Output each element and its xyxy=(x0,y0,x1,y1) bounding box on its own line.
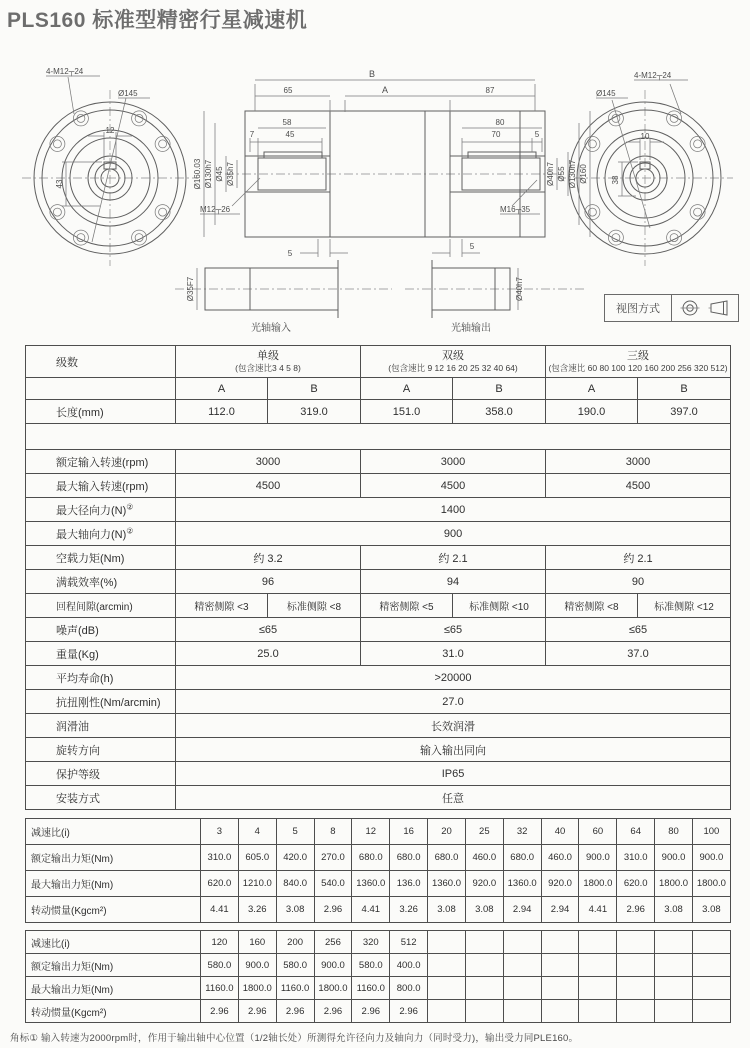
spec-row xyxy=(26,450,731,474)
spec-value-cell: 90 xyxy=(546,570,731,594)
ratio-value-cell: 200 xyxy=(276,931,314,954)
ratio-value-cell: 580.0 xyxy=(276,954,314,977)
dim-7: 7 xyxy=(249,130,255,139)
spec-value-cell: 397.0 xyxy=(638,400,731,424)
ratio-value-cell: 270.0 xyxy=(314,845,352,871)
ratio-value-cell: 1160.0 xyxy=(352,977,390,1000)
spec-spacer-row xyxy=(26,424,731,450)
input-shaft-dia: Ø35F7 xyxy=(186,276,195,302)
spec-value-cell: 约 2.1 xyxy=(361,546,546,570)
ratio-value-cell xyxy=(428,931,466,954)
spec-row xyxy=(26,738,731,762)
ratio-value-cell xyxy=(503,977,541,1000)
ratio-value-cell xyxy=(692,954,730,977)
ratio-value-cell: 2.94 xyxy=(541,897,579,923)
spec-value-cell: 输入输出同向 xyxy=(176,738,731,762)
spec-row xyxy=(26,714,731,738)
spec-row-label: 安装方式 xyxy=(26,786,176,810)
rear-bolt-dim-label: 4-M12┬24 xyxy=(634,71,672,80)
ratio-value-cell: 60 xyxy=(579,819,617,845)
ratio-value-cell: 512 xyxy=(390,931,428,954)
ratio-value-cell: 620.0 xyxy=(201,871,239,897)
ratio-value-cell: 1800.0 xyxy=(238,977,276,1000)
ratio-value-cell: 1800.0 xyxy=(314,977,352,1000)
ratio-value-cell xyxy=(617,954,655,977)
ratio-row xyxy=(26,931,731,954)
ratio-value-cell: 4.41 xyxy=(579,897,617,923)
ratio-value-cell: 2.96 xyxy=(390,1000,428,1023)
dim-5-bottom-left: 5 xyxy=(287,249,293,258)
section-view xyxy=(193,69,590,258)
ratio-table-1 xyxy=(25,818,731,923)
ratio-value-cell: 3.08 xyxy=(692,897,730,923)
ratio-value-cell: 680.0 xyxy=(428,845,466,871)
first-angle-projection-icon xyxy=(680,298,700,318)
ratio-value-cell: 580.0 xyxy=(352,954,390,977)
ratio-value-cell: 160 xyxy=(238,931,276,954)
spec-value-cell: 约 3.2 xyxy=(176,546,361,570)
dim-80: 80 xyxy=(495,118,505,127)
spec-value-cell: 精密侧隙 <3 xyxy=(176,594,268,618)
spec-ab-cell: B xyxy=(638,378,731,400)
ratio-value-cell: 4.41 xyxy=(352,897,390,923)
ratio-value-cell: 620.0 xyxy=(617,871,655,897)
ratio-value-cell xyxy=(655,977,693,1000)
dia-right-1: Ø55 xyxy=(557,166,566,182)
spec-row-label: 最大轴向力(N)② xyxy=(26,522,176,546)
ratio-value-cell: 3.08 xyxy=(428,897,466,923)
ratio-table-2 xyxy=(25,930,731,1023)
spec-value-cell: 3000 xyxy=(361,450,546,474)
spec-value-cell: 94 xyxy=(361,570,546,594)
ratio-value-cell: 16 xyxy=(390,819,428,845)
spec-value-cell: ≤65 xyxy=(176,618,361,642)
spec-value-cell: 900 xyxy=(176,522,731,546)
ratio-value-cell xyxy=(428,977,466,1000)
ratio-value-cell xyxy=(579,1000,617,1023)
spec-ab-cell: A xyxy=(546,378,638,400)
spec-row xyxy=(26,522,731,546)
output-shaft-view xyxy=(405,260,585,334)
spec-value-cell: 4500 xyxy=(176,474,361,498)
ratio-value-cell: 900.0 xyxy=(238,954,276,977)
dim-5-right: 5 xyxy=(534,130,540,139)
ratio-row-label: 转动惯量(Kgcm²) xyxy=(26,897,201,923)
ratio-row-label: 最大输出力矩(Nm) xyxy=(26,977,201,1000)
spec-row-label: 润滑油 xyxy=(26,714,176,738)
ratio-value-cell xyxy=(655,954,693,977)
ratio-row xyxy=(26,954,731,977)
spec-ab-cell: A xyxy=(176,378,268,400)
spec-value-cell: 标准侧隙 <10 xyxy=(453,594,546,618)
ratio-value-cell: 1800.0 xyxy=(692,871,730,897)
ratio-value-cell: 1800.0 xyxy=(579,871,617,897)
spec-header-group-double: 双级 (包含速比 9 12 16 20 25 32 40 64) xyxy=(361,346,546,378)
ratio-value-cell xyxy=(541,1000,579,1023)
spec-value-cell: 112.0 xyxy=(176,400,268,424)
dia-left-1: Ø130h7 xyxy=(204,159,213,189)
front-dim-height: 43 xyxy=(55,179,64,189)
ratio-value-cell xyxy=(692,1000,730,1023)
ratio-value-cell: 4 xyxy=(238,819,276,845)
ratio-value-cell xyxy=(579,977,617,1000)
ratio-value-cell: 1160.0 xyxy=(201,977,239,1000)
ratio-value-cell xyxy=(541,931,579,954)
ratio-value-cell: 2.96 xyxy=(276,1000,314,1023)
ratio-value-cell xyxy=(692,977,730,1000)
output-shaft-dia: Ø40h7 xyxy=(515,276,524,302)
ratio-value-cell: 400.0 xyxy=(390,954,428,977)
spec-ab-cell: B xyxy=(453,378,546,400)
ratio-value-cell: 460.0 xyxy=(541,845,579,871)
spec-row-label: 保护等级 xyxy=(26,762,176,786)
ratio-value-cell xyxy=(465,977,503,1000)
ratio-value-cell: 420.0 xyxy=(276,845,314,871)
ratio-value-cell: 2.96 xyxy=(352,1000,390,1023)
ratio-row-label: 减速比(i) xyxy=(26,931,201,954)
ratio-value-cell: 1800.0 xyxy=(655,871,693,897)
ratio-value-cell: 900.0 xyxy=(655,845,693,871)
ratio-value-cell xyxy=(503,954,541,977)
spec-value-cell: 精密侧隙 <5 xyxy=(361,594,453,618)
ratio-value-cell xyxy=(692,931,730,954)
dim-B: B xyxy=(368,69,376,79)
ratio-value-cell: 120 xyxy=(201,931,239,954)
spec-value-cell: 标准侧隙 <8 xyxy=(268,594,361,618)
input-shaft-view xyxy=(175,260,392,334)
ratio-value-cell: 900.0 xyxy=(692,845,730,871)
ratio-row-label: 最大输出力矩(Nm) xyxy=(26,871,201,897)
dim-45: 45 xyxy=(285,130,295,139)
dim-87: 87 xyxy=(485,86,495,95)
ratio-row-label: 额定输出力矩(Nm) xyxy=(26,845,201,871)
ratio-row xyxy=(26,871,731,897)
front-dia-label: Ø145 xyxy=(118,89,138,98)
ratio-value-cell: 920.0 xyxy=(465,871,503,897)
ratio-value-cell: 3 xyxy=(201,819,239,845)
ratio-value-cell xyxy=(465,1000,503,1023)
dim-65: 65 xyxy=(283,86,293,95)
view-method-icons xyxy=(672,295,738,321)
dia-left-3: Ø35h7 xyxy=(226,161,235,187)
dim-58: 58 xyxy=(282,118,292,127)
spec-row-label: 平均寿命(h) xyxy=(26,666,176,690)
spec-row-label: 旋转方向 xyxy=(26,738,176,762)
ratio-value-cell: 5 xyxy=(276,819,314,845)
ratio-value-cell: 320 xyxy=(352,931,390,954)
spec-row xyxy=(26,570,731,594)
ratio-value-cell: 3.08 xyxy=(276,897,314,923)
spec-ab-empty xyxy=(26,378,176,400)
spec-row xyxy=(26,400,731,424)
ratio-value-cell xyxy=(503,1000,541,1023)
input-shaft-caption: 光轴输入 xyxy=(251,323,291,334)
view-method-box xyxy=(604,294,739,322)
spec-row xyxy=(26,618,731,642)
ratio-row-label: 转动惯量(Kgcm²) xyxy=(26,1000,201,1023)
ratio-value-cell: 2.96 xyxy=(238,1000,276,1023)
ratio-value-cell: 3.26 xyxy=(238,897,276,923)
ratio-value-cell: 460.0 xyxy=(465,845,503,871)
spec-header-row xyxy=(26,346,731,378)
ratio-value-cell: 1160.0 xyxy=(276,977,314,1000)
spec-header-stages: 级数 xyxy=(26,346,176,378)
ratio-value-cell: 920.0 xyxy=(541,871,579,897)
spec-header-group-single: 单级 (包含速比3 4 5 8) xyxy=(176,346,361,378)
ratio-value-cell: 840.0 xyxy=(276,871,314,897)
spec-row xyxy=(26,546,731,570)
spec-value-cell: 31.0 xyxy=(361,642,546,666)
ratio-value-cell xyxy=(541,954,579,977)
spec-row-label: 最大径向力(N)② xyxy=(26,498,176,522)
ratio-value-cell: 3.08 xyxy=(465,897,503,923)
spec-value-cell: IP65 xyxy=(176,762,731,786)
dia-left-2: Ø45 xyxy=(215,166,224,182)
ratio-value-cell xyxy=(579,954,617,977)
ratio-value-cell: 3.08 xyxy=(655,897,693,923)
ratio-value-cell: 1360.0 xyxy=(428,871,466,897)
spec-row-label: 最大输入转速(rpm) xyxy=(26,474,176,498)
spec-value-cell: 4500 xyxy=(361,474,546,498)
spec-value-cell: 1400 xyxy=(176,498,731,522)
ratio-value-cell: 900.0 xyxy=(579,845,617,871)
spec-value-cell: 标准侧隙 <12 xyxy=(638,594,731,618)
ratio-value-cell: 136.0 xyxy=(390,871,428,897)
spec-row xyxy=(26,642,731,666)
ratio-value-cell: 3.26 xyxy=(390,897,428,923)
ratio-value-cell xyxy=(465,931,503,954)
ratio-value-cell: 64 xyxy=(617,819,655,845)
spec-row-label: 额定输入转速(rpm) xyxy=(26,450,176,474)
spec-row-label: 重量(Kg) xyxy=(26,642,176,666)
ratio-value-cell xyxy=(541,977,579,1000)
spec-value-cell: 精密侧隙 <8 xyxy=(546,594,638,618)
thread-input-label: M12┬26 xyxy=(200,205,231,214)
spec-value-cell: 96 xyxy=(176,570,361,594)
spec-value-cell: 319.0 xyxy=(268,400,361,424)
view-method-label: 视图方式 xyxy=(605,295,672,321)
ratio-value-cell: 2.96 xyxy=(314,1000,352,1023)
ratio-value-cell xyxy=(617,931,655,954)
ratio-value-cell: 12 xyxy=(352,819,390,845)
ratio-value-cell: 680.0 xyxy=(352,845,390,871)
ratio-value-cell xyxy=(617,977,655,1000)
ratio-value-cell: 1210.0 xyxy=(238,871,276,897)
footnote: 角标① 输入转速为2000rpm时，作用于输出轴中心位置（1/2轴长处）所测得允许径向力及轴向力（同时受力)，输出受力同PLE160。 xyxy=(10,1033,579,1044)
ratio-value-cell: 40 xyxy=(541,819,579,845)
page-title: PLS160 标准型精密行星减速机 xyxy=(7,9,308,32)
projection-cone-icon xyxy=(708,300,730,316)
ratio-value-cell: 8 xyxy=(314,819,352,845)
ratio-value-cell: 900.0 xyxy=(314,954,352,977)
spec-ab-cell: B xyxy=(268,378,361,400)
spec-ab-row xyxy=(26,378,731,400)
spec-value-cell: 长效润滑 xyxy=(176,714,731,738)
ratio-value-cell xyxy=(579,931,617,954)
spec-value-cell: 190.0 xyxy=(546,400,638,424)
ratio-value-cell: 80 xyxy=(655,819,693,845)
ratio-value-cell xyxy=(428,954,466,977)
ratio-value-cell: 1360.0 xyxy=(352,871,390,897)
spec-row-label: 空载力矩(Nm) xyxy=(26,546,176,570)
spec-row xyxy=(26,498,731,522)
ratio-value-cell: 2.96 xyxy=(314,897,352,923)
rear-dim-width: 10 xyxy=(640,132,650,141)
spec-value-cell: 4500 xyxy=(546,474,731,498)
ratio-value-cell: 2.96 xyxy=(201,1000,239,1023)
spec-row-label: 回程间隙(arcmin) xyxy=(26,594,176,618)
spec-value-cell: 3000 xyxy=(176,450,361,474)
spec-value-cell: 3000 xyxy=(546,450,731,474)
spec-value-cell: 37.0 xyxy=(546,642,731,666)
dia-left-0: Ø160.03 xyxy=(193,158,202,190)
ratio-value-cell: 32 xyxy=(503,819,541,845)
spec-row-label: 满载效率(%) xyxy=(26,570,176,594)
rear-dim-height: 38 xyxy=(611,175,620,185)
spec-row-label: 长度(mm) xyxy=(26,400,176,424)
spec-value-cell: 25.0 xyxy=(176,642,361,666)
ratio-value-cell: 2.96 xyxy=(617,897,655,923)
rear-dia-label: Ø145 xyxy=(596,89,616,98)
ratio-value-cell: 605.0 xyxy=(238,845,276,871)
ratio-value-cell: 310.0 xyxy=(617,845,655,871)
thread-output-label: M16┬35 xyxy=(500,205,531,214)
spec-value-cell: >20000 xyxy=(176,666,731,690)
ratio-row xyxy=(26,897,731,923)
spec-row xyxy=(26,594,731,618)
ratio-row-label: 减速比(i) xyxy=(26,819,201,845)
output-shaft-caption: 光轴输出 xyxy=(451,323,491,334)
ratio-value-cell: 680.0 xyxy=(503,845,541,871)
ratio-value-cell: 25 xyxy=(465,819,503,845)
ratio-value-cell: 20 xyxy=(428,819,466,845)
ratio-value-cell xyxy=(655,931,693,954)
spec-value-cell: 27.0 xyxy=(176,690,731,714)
ratio-value-cell: 100 xyxy=(692,819,730,845)
spec-value-cell: ≤65 xyxy=(361,618,546,642)
spec-header-group-triple: 三级 (包含速比 60 80 100 120 160 200 256 320 512) xyxy=(546,346,731,378)
ratio-value-cell: 1360.0 xyxy=(503,871,541,897)
ratio-value-cell: 800.0 xyxy=(390,977,428,1000)
spec-ab-cell: A xyxy=(361,378,453,400)
spec-row xyxy=(26,762,731,786)
ratio-value-cell: 2.94 xyxy=(503,897,541,923)
spec-row-label: 噪声(dB) xyxy=(26,618,176,642)
ratio-value-cell xyxy=(428,1000,466,1023)
ratio-value-cell xyxy=(617,1000,655,1023)
spec-row xyxy=(26,666,731,690)
spec-value-cell: 358.0 xyxy=(453,400,546,424)
spec-value-cell: ≤65 xyxy=(546,618,731,642)
front-dim-width: 12 xyxy=(105,126,115,135)
dia-right-2: Ø130h7 xyxy=(568,159,577,189)
spec-value-cell: 约 2.1 xyxy=(546,546,731,570)
dim-A: A xyxy=(381,85,389,95)
ratio-row xyxy=(26,977,731,1000)
ratio-value-cell: 580.0 xyxy=(201,954,239,977)
ratio-row-label: 额定输出力矩(Nm) xyxy=(26,954,201,977)
spec-value-cell: 任意 xyxy=(176,786,731,810)
ratio-value-cell: 310.0 xyxy=(201,845,239,871)
ratio-value-cell: 256 xyxy=(314,931,352,954)
ratio-value-cell xyxy=(655,1000,693,1023)
ratio-row xyxy=(26,819,731,845)
spec-value-cell: 151.0 xyxy=(361,400,453,424)
ratio-row xyxy=(26,1000,731,1023)
ratio-value-cell xyxy=(503,931,541,954)
dim-5-bottom-right: 5 xyxy=(469,242,475,251)
ratio-row xyxy=(26,845,731,871)
front-view xyxy=(22,67,198,266)
ratio-value-cell: 540.0 xyxy=(314,871,352,897)
spec-row-label: 抗扭刚性(Nm/arcmin) xyxy=(26,690,176,714)
ratio-value-cell xyxy=(465,954,503,977)
ratio-value-cell: 4.41 xyxy=(201,897,239,923)
spec-row xyxy=(26,690,731,714)
spec-spacer-cell xyxy=(26,424,731,450)
dia-right-0: Ø40h7 xyxy=(546,161,555,187)
dim-70: 70 xyxy=(491,130,501,139)
spec-table xyxy=(25,345,731,810)
dia-right-3: Ø160 xyxy=(579,164,588,184)
spec-row xyxy=(26,474,731,498)
spec-row xyxy=(26,786,731,810)
ratio-value-cell: 680.0 xyxy=(390,845,428,871)
front-bolt-dim-label: 4-M12┬24 xyxy=(46,67,84,76)
